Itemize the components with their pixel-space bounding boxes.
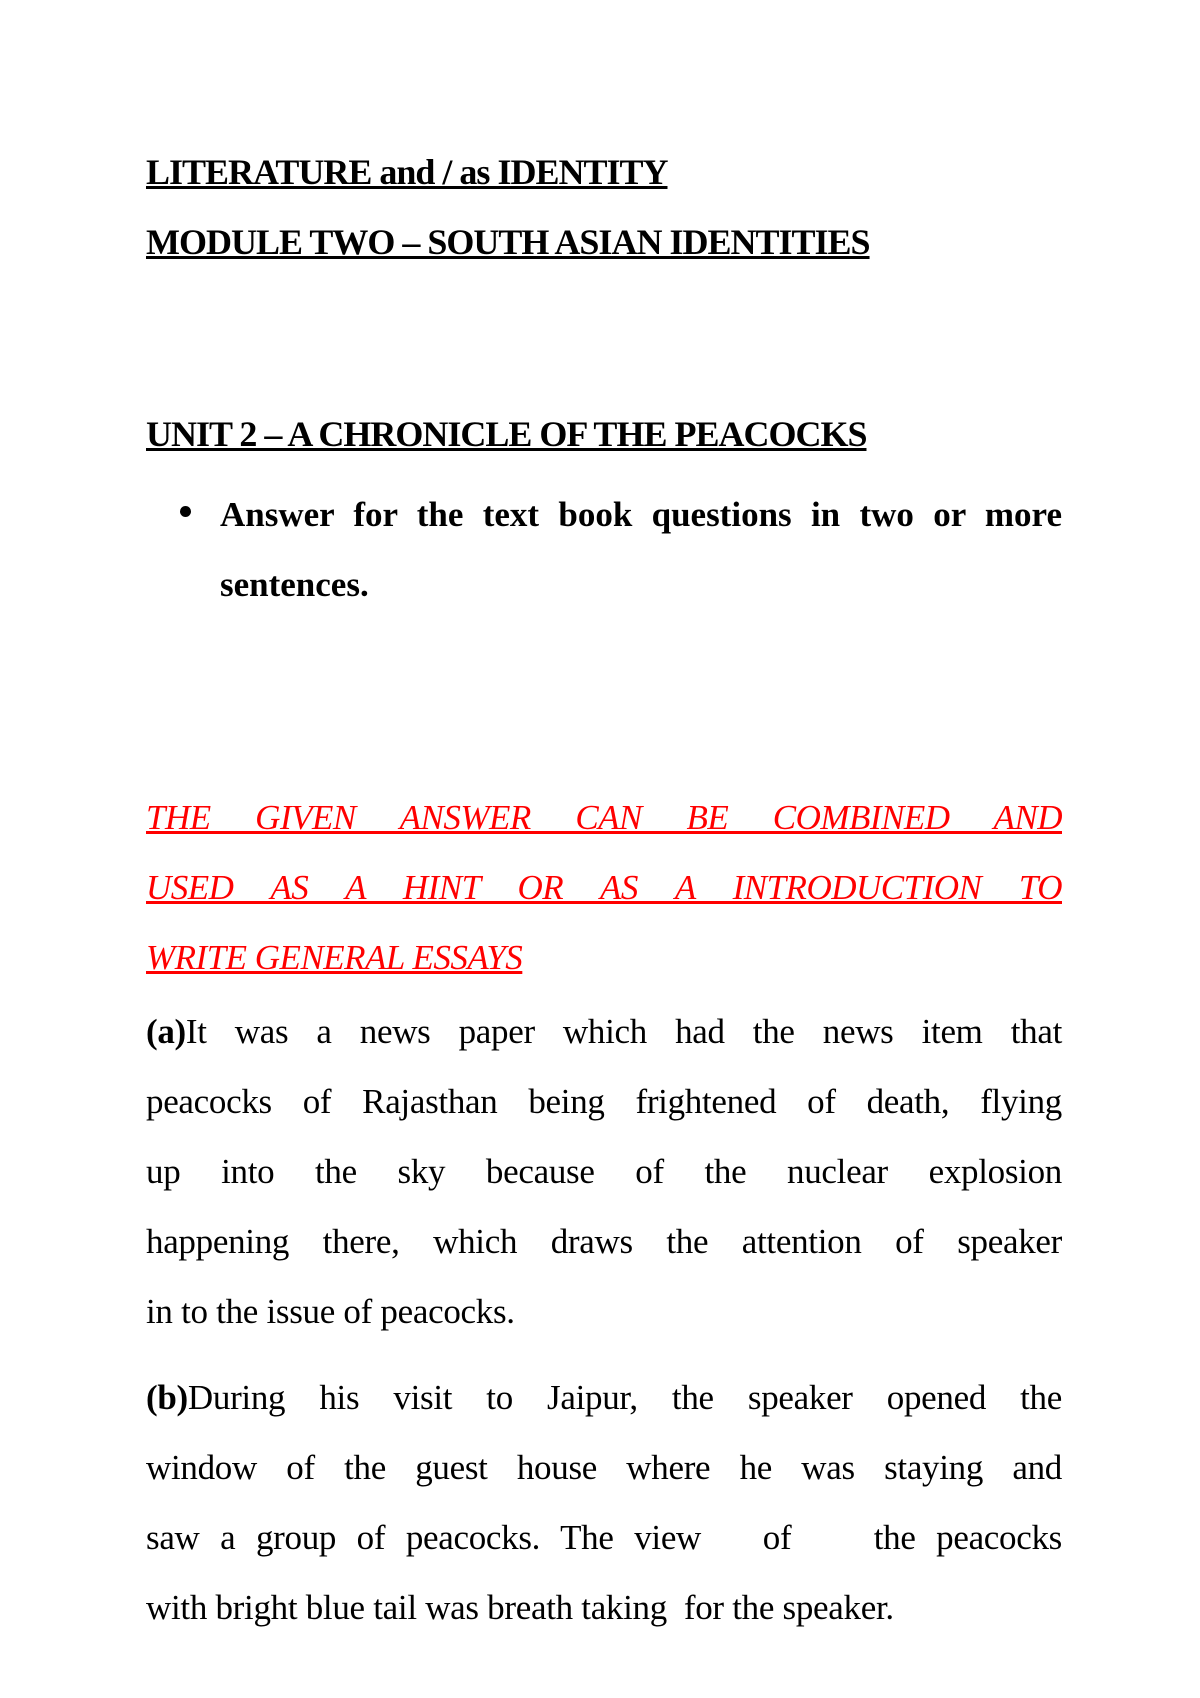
answer-label: (a) bbox=[146, 1012, 186, 1051]
answer-line: saw a group of peacocks. The view of the peacocks bbox=[146, 1518, 1062, 1557]
red-note bbox=[146, 783, 1062, 993]
document-title: LITERATURE and / as IDENTITY bbox=[146, 152, 668, 192]
answer-a bbox=[146, 997, 1062, 1347]
note-line: WRITE GENERAL ESSAYS bbox=[146, 938, 523, 977]
answer-text: It was a news paper which had the news item that bbox=[185, 1012, 1062, 1051]
answer-line bbox=[146, 1363, 1062, 1433]
answer-line: up into the sky because of the nuclear explosion bbox=[146, 1152, 1062, 1191]
answer-line bbox=[146, 997, 1062, 1067]
note-line: THE GIVEN ANSWER CAN BE COMBINED AND bbox=[146, 798, 1062, 837]
module-heading: MODULE TWO – SOUTH ASIAN IDENTITIES bbox=[146, 222, 870, 262]
unit-heading: UNIT 2 – A CHRONICLE OF THE PEACOCKS bbox=[146, 414, 867, 454]
answer-line: peacocks of Rajasthan being frightened of death, flying bbox=[146, 1082, 1062, 1121]
bullet-icon bbox=[180, 506, 191, 517]
instruction-text: Answer for the text book questions in two or more sentences. bbox=[220, 495, 1062, 604]
answer-text: During his visit to Jaipur, the speaker opened the bbox=[187, 1378, 1062, 1417]
answer-line: in to the issue of peacocks. bbox=[146, 1292, 515, 1331]
note-line: USED AS A HINT OR AS A INTRODUCTION TO bbox=[146, 868, 1062, 907]
answer-label: (b) bbox=[146, 1378, 188, 1417]
answer-line: happening there, which draws the attention of speaker bbox=[146, 1222, 1062, 1261]
answer-line: with bright blue tail was breath taking for the speaker. bbox=[146, 1588, 894, 1627]
answer-b bbox=[146, 1363, 1062, 1643]
instruction-bullet bbox=[146, 480, 1062, 620]
answer-line: window of the guest house where he was staying and bbox=[146, 1448, 1062, 1487]
